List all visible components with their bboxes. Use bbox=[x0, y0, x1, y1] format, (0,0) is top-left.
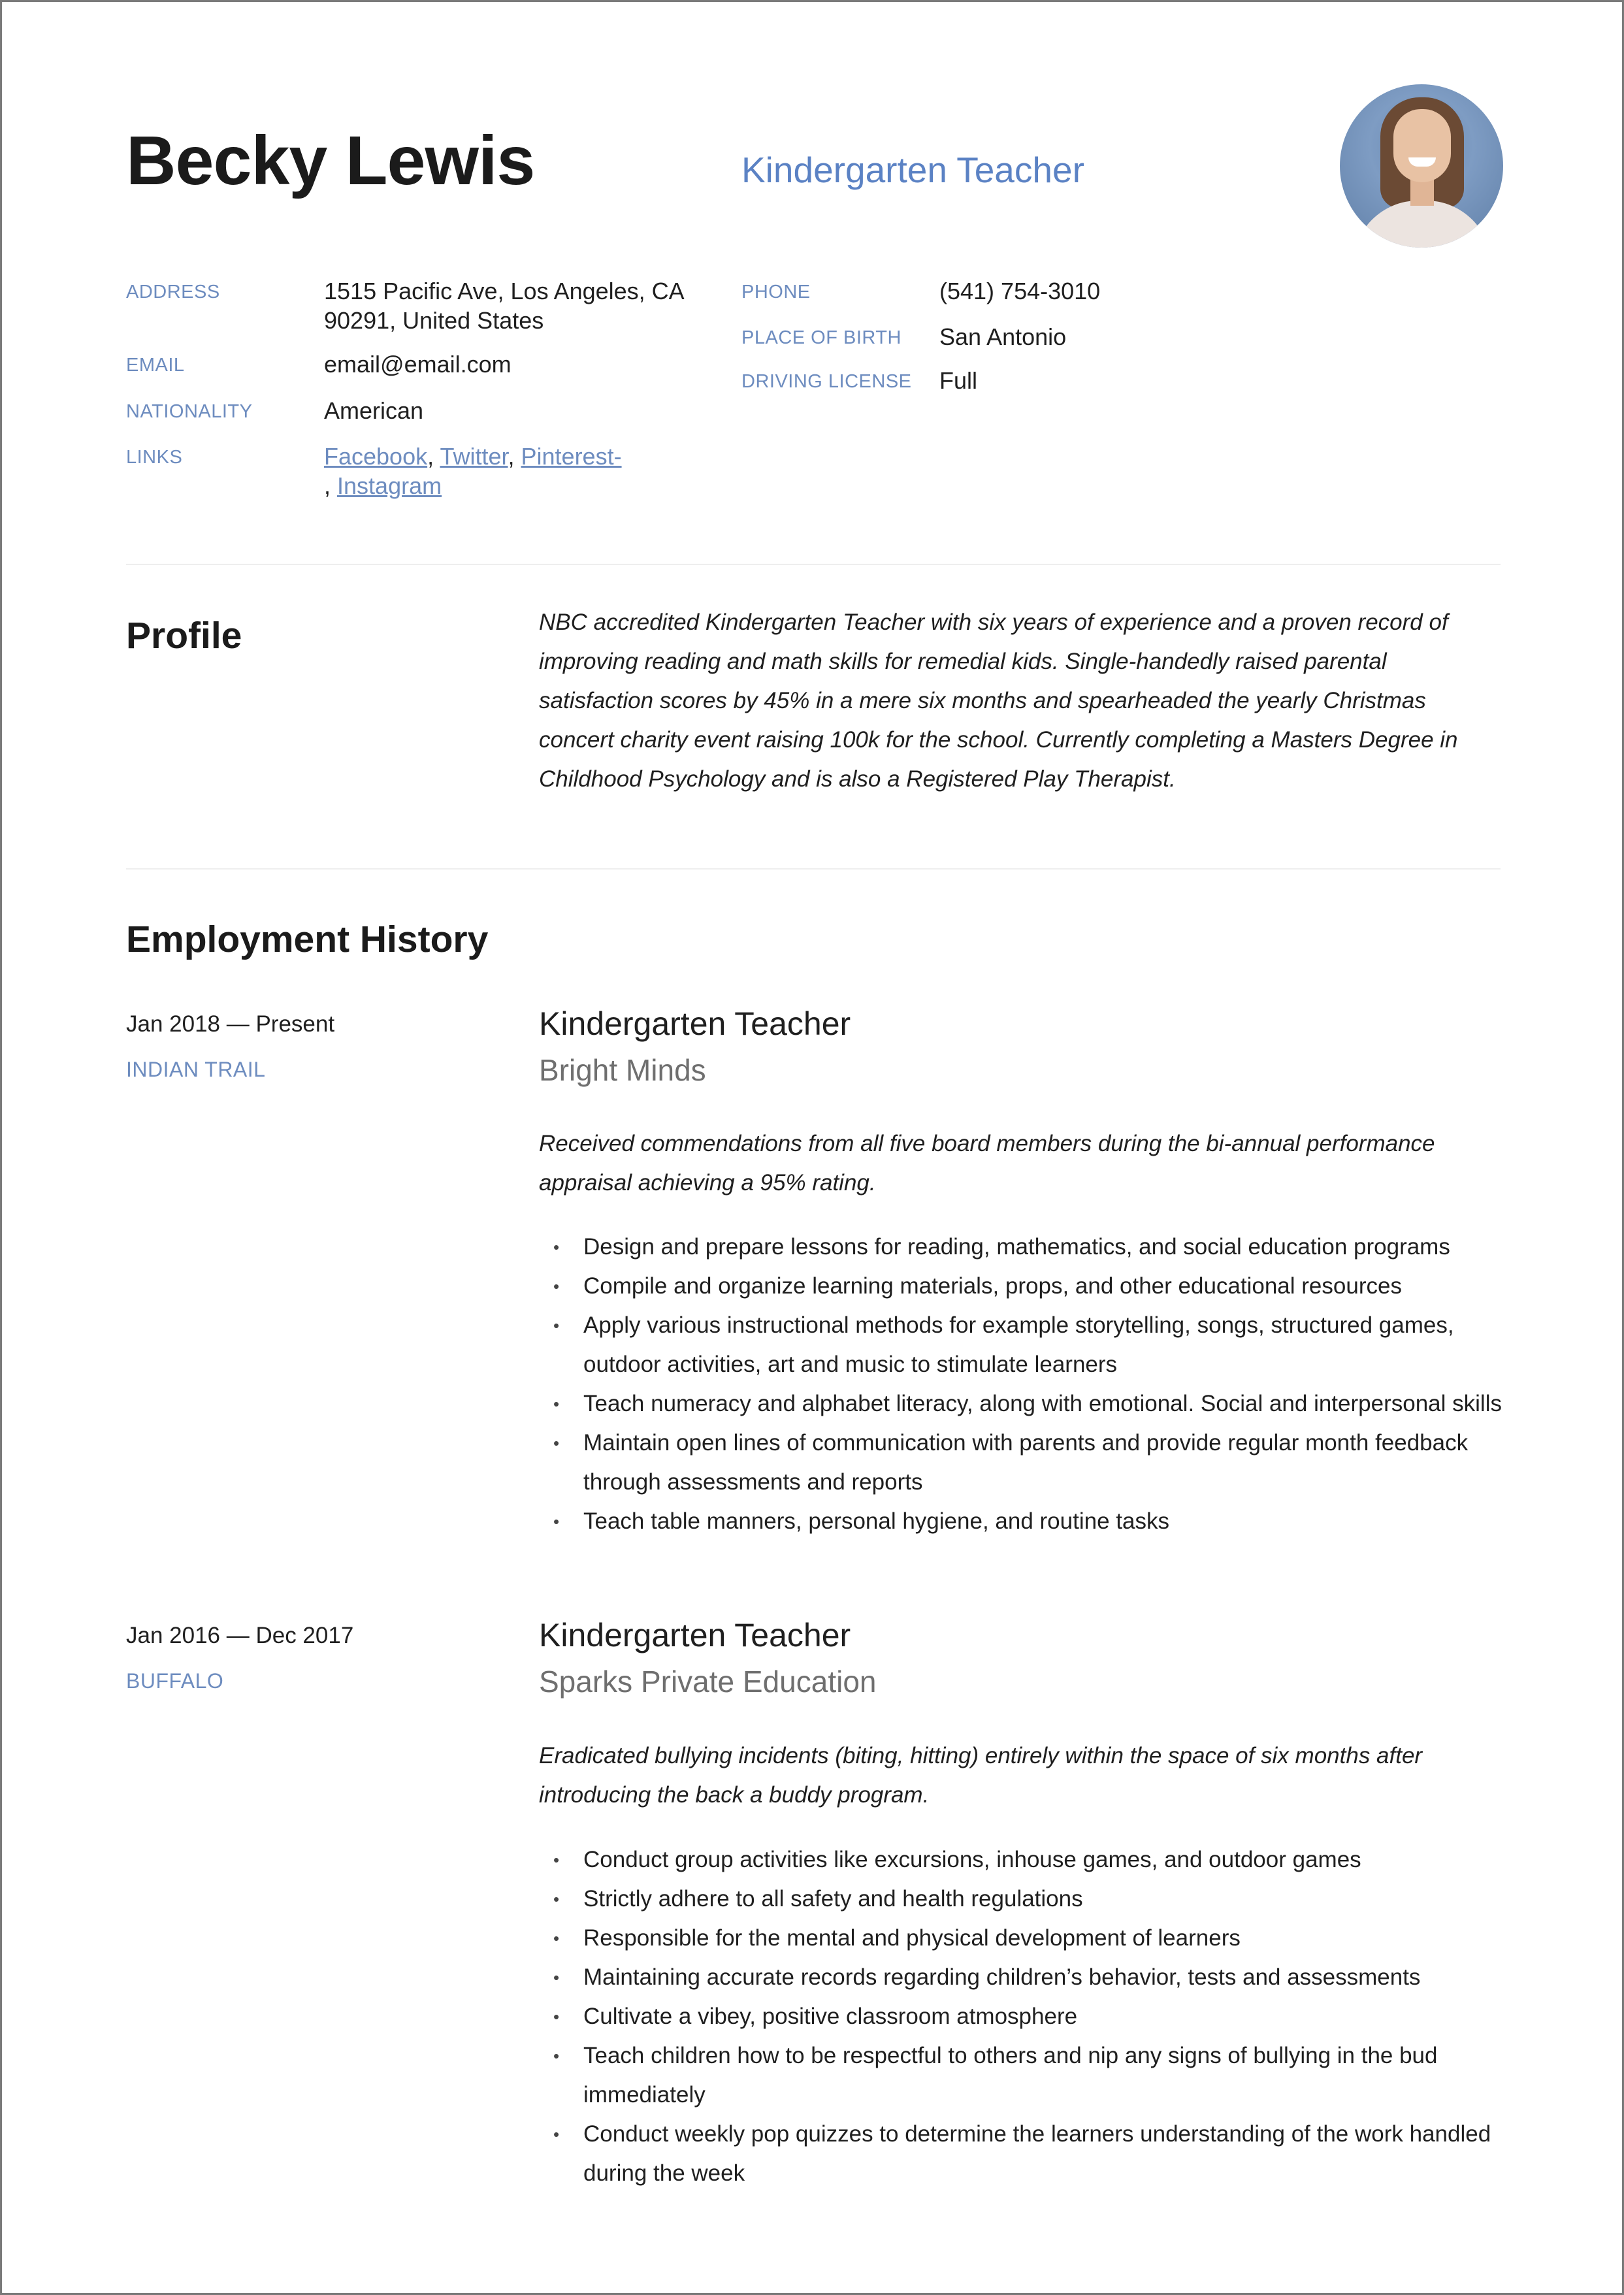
list-item: • Conduct weekly pop quizzes to determine the learners understanding of the work handled during the week bbox=[539, 2115, 1506, 2193]
divider bbox=[126, 868, 1501, 870]
list-item: • Apply various instructional methods for example storytelling, songs, structured games, outdoor activities, art and music to stimulate learners bbox=[539, 1306, 1506, 1384]
nationality-label: NATIONALITY bbox=[126, 401, 253, 422]
license-value: Full bbox=[939, 367, 978, 394]
pinterest-link[interactable]: Pinterest- bbox=[521, 443, 622, 470]
links-label: LINKS bbox=[126, 447, 183, 468]
phone-label: PHONE bbox=[741, 282, 811, 302]
list-item: • Maintaining accurate records regarding children’s behavior, tests and assessments bbox=[539, 1958, 1506, 1997]
nationality-value: American bbox=[324, 397, 424, 424]
job-city: INDIAN TRAIL bbox=[126, 1058, 266, 1081]
list-item: • Compile and organize learning materials, props, and other educational resources bbox=[539, 1267, 1506, 1306]
list-item: • Teach table manners, personal hygiene, and routine tasks bbox=[539, 1502, 1506, 1541]
job-company: Sparks Private Education bbox=[539, 1665, 877, 1699]
email-label: EMAIL bbox=[126, 355, 185, 376]
divider bbox=[126, 564, 1501, 565]
job-title: Kindergarten Teacher bbox=[741, 150, 1084, 190]
candidate-name: Becky Lewis bbox=[126, 122, 535, 199]
links-line2: , Instagram bbox=[324, 472, 442, 499]
email-value: email@email.com bbox=[324, 351, 512, 378]
job-summary: Eradicated bullying incidents (biting, hitting) entirely within the space of six months after introducing the back a buddy program. bbox=[539, 1743, 1423, 1808]
list-item: • Teach children how to be respectful to others and nip any signs of bullying in the bud immediately bbox=[539, 2036, 1506, 2115]
job-company: Bright Minds bbox=[539, 1053, 706, 1087]
instagram-link[interactable]: Instagram bbox=[337, 472, 442, 499]
list-item: • Teach numeracy and alphabet literacy, along with emotional. Social and interpersonal skills bbox=[539, 1384, 1506, 1424]
job-duties-list bbox=[539, 1228, 1506, 1541]
license-label: DRIVING LICENSE bbox=[741, 371, 912, 392]
address-label: ADDRESS bbox=[126, 282, 220, 302]
facebook-link[interactable]: Facebook bbox=[324, 443, 428, 470]
profile-heading: Profile bbox=[126, 615, 242, 657]
list-item: • Cultivate a vibey, positive classroom atmosphere bbox=[539, 1997, 1506, 2036]
job-role: Kindergarten Teacher bbox=[539, 1005, 851, 1042]
job-city: BUFFALO bbox=[126, 1669, 224, 1693]
job-dates: Jan 2018 — Present bbox=[126, 1011, 335, 1037]
list-item: • Maintain open lines of communication with parents and provide regular month feedback through assessments and reports bbox=[539, 1424, 1506, 1502]
birth-label: PLACE OF BIRTH bbox=[741, 327, 901, 348]
address-line2: 90291, United States bbox=[324, 307, 544, 334]
list-item: • Conduct group activities like excursions, inhouse games, and outdoor games bbox=[539, 1840, 1506, 1880]
job-summary: Received commendations from all five board members during the bi-annual performance appraisal achieving a 95% rating. bbox=[539, 1131, 1435, 1196]
list-item: • Responsible for the mental and physical development of learners bbox=[539, 1919, 1506, 1958]
profile-photo bbox=[1340, 84, 1503, 248]
twitter-link[interactable]: Twitter bbox=[440, 443, 508, 470]
list-item: • Strictly adhere to all safety and health regulations bbox=[539, 1880, 1506, 1919]
address-line1: 1515 Pacific Ave, Los Angeles, CA bbox=[324, 278, 685, 304]
employment-heading: Employment History bbox=[126, 919, 489, 960]
list-item: • Design and prepare lessons for reading, mathematics, and social education programs bbox=[539, 1228, 1506, 1267]
job-role: Kindergarten Teacher bbox=[539, 1617, 851, 1653]
birth-value: San Antonio bbox=[939, 323, 1067, 350]
job-duties-list bbox=[539, 1840, 1506, 2193]
profile-summary: NBC accredited Kindergarten Teacher with six years of experience and a proven record of improving reading and math skills for remedial kids. Single-handedly raised parental satisfaction scores by 45% in a mere six months and spearheaded the yearly Christmas concert charity event raising 100k for the school. Currently completing a Masters Degree in Childhood Psychology and is also a Registered Play Therapist. bbox=[539, 610, 1458, 792]
job-dates: Jan 2016 — Dec 2017 bbox=[126, 1623, 354, 1648]
links-line1: Facebook, Twitter, Pinterest- bbox=[324, 443, 622, 470]
phone-value: (541) 754-3010 bbox=[939, 278, 1101, 304]
